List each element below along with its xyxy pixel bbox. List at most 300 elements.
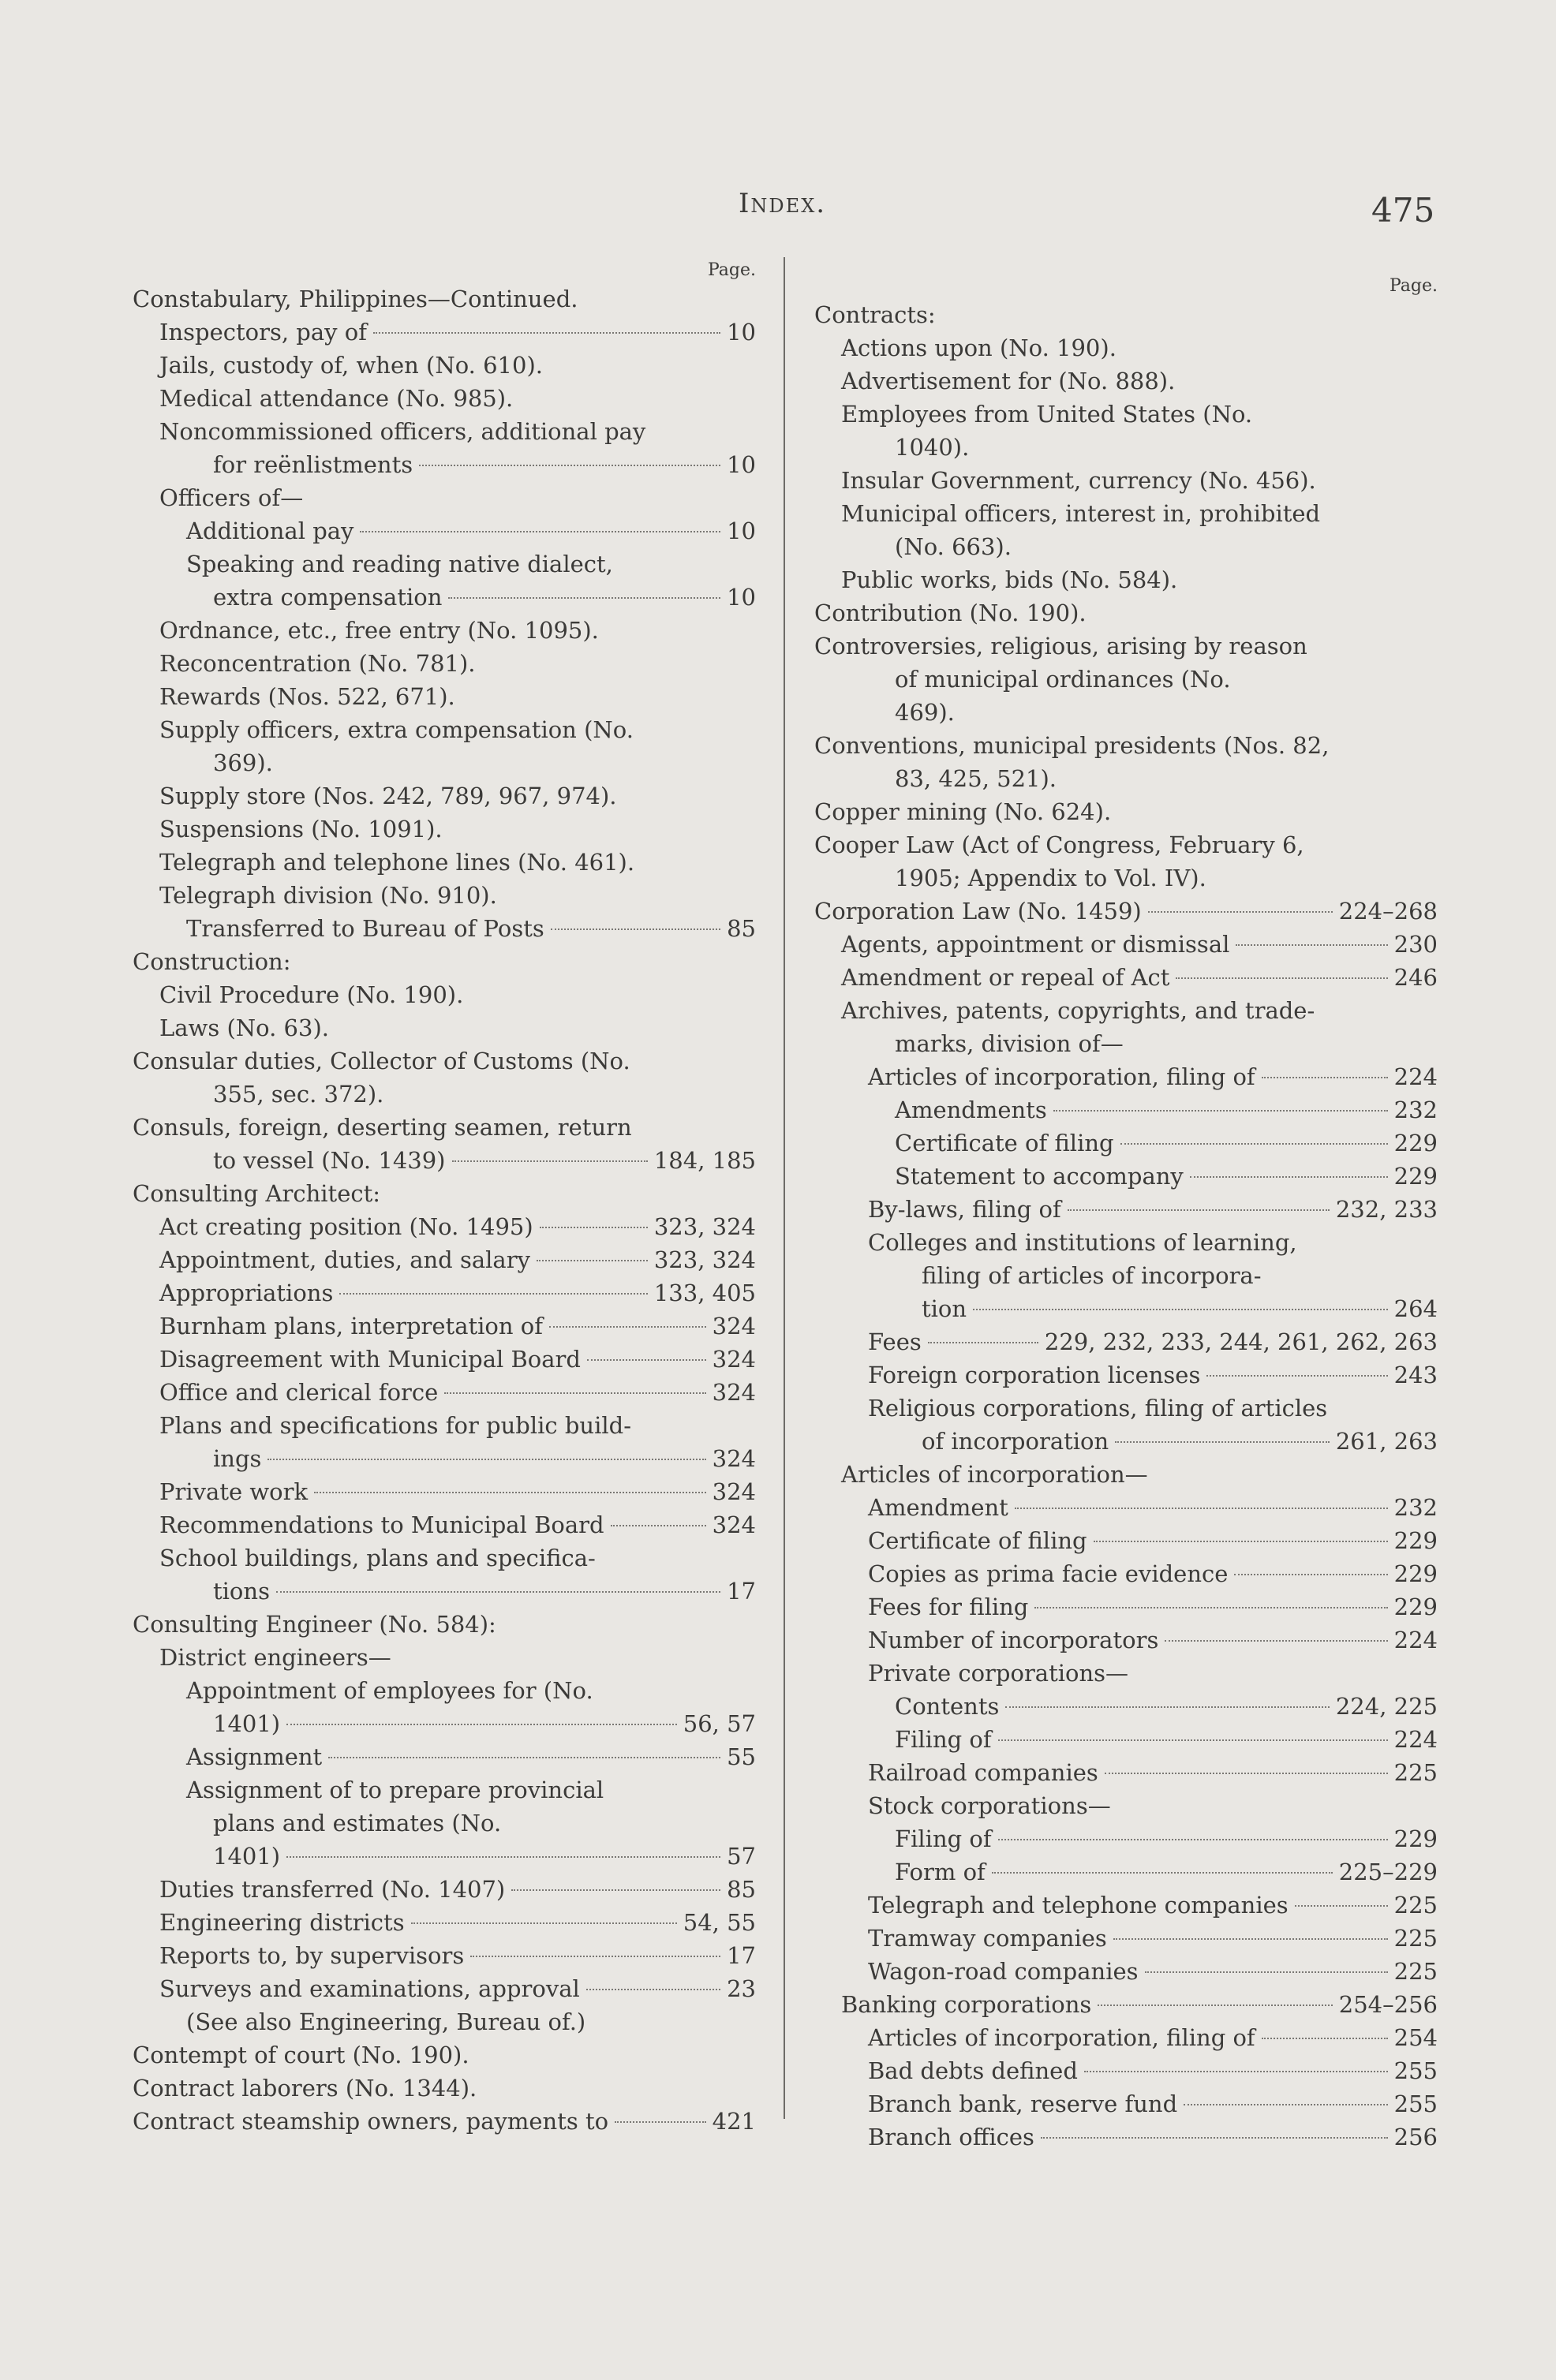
index-entry [814,431,1438,464]
dot-leader [1206,1375,1387,1377]
index-entry [133,1310,756,1343]
entry-text: Religious corporations, filing of articles [868,1395,1328,1422]
dot-leader [286,1856,720,1858]
index-entry [814,563,1438,596]
index-entry [133,614,756,647]
entry-page-ref: 85 [727,915,756,942]
index-entry [814,1557,1438,1590]
entry-text: Consuls, foreign, deserting seamen, return [133,1114,632,1141]
entry-page-ref: 255 [1393,2057,1438,2084]
index-entry [814,1822,1438,1855]
entry-text: Appointment of employees for (No. [186,1677,593,1704]
dot-leader [511,1889,720,1891]
entry-text: 83, 425, 521). [895,765,1057,792]
entry-page-ref: 256 [1393,2124,1438,2150]
index-entry [814,2054,1438,2087]
entry-text: Colleges and institutions of learning, [868,1229,1297,1256]
entry-page-ref: 243 [1393,1362,1438,1388]
index-entry [133,1376,756,1409]
entry-text: Telegraph and telephone companies [868,1892,1289,1919]
dot-leader [1098,2005,1333,2006]
index-entry [814,1358,1438,1392]
entry-text: Assignment of to prepare provincial [186,1777,604,1803]
index-entry [814,298,1438,331]
entry-page-ref: 225 [1393,1759,1438,1786]
entry-text: Ordnance, etc., free entry (No. 1095). [159,617,599,644]
entry-text: 369). [213,749,273,776]
entry-text: Contracts: [814,301,936,328]
dot-leader [1184,2104,1387,2105]
index-entry [133,1475,756,1508]
entry-text: Archives, patents, copyrights, and trade- [841,997,1315,1024]
index-entry [814,1325,1438,1358]
entry-text: District engineers— [159,1644,391,1671]
dot-leader [551,928,720,930]
entry-text: Form of [895,1859,986,1885]
dot-leader [1113,1938,1388,1940]
index-entry [814,895,1438,928]
entry-page-ref: 17 [727,1578,756,1605]
dot-leader [1295,1905,1388,1907]
entry-text: Jails, custody of, when (No. 610). [159,352,543,379]
index-entry [133,1243,756,1276]
dot-leader [1034,1607,1387,1608]
entry-text: Appointment, duties, and salary [159,1246,530,1273]
entry-text: Contents [895,1693,1000,1720]
entry-text: Office and clerical force [159,1379,439,1406]
index-entry [133,1409,756,1442]
index-entry [814,530,1438,563]
dot-leader [537,1260,648,1261]
index-entry [133,1608,756,1641]
entry-text: Insular Government, currency (No. 456). [841,467,1316,494]
entry-page-ref: 324 [712,1511,756,1538]
entry-text: Corporation Law (No. 1459) [814,898,1142,925]
dot-leader [586,1989,720,1990]
entry-text: Constabulary, Philippines—Continued. [133,286,578,312]
entry-text: Conventions, municipal presidents (Nos. 82, [814,732,1330,759]
entry-text: Wagon-road companies [868,1958,1139,1985]
index-entry [814,596,1438,630]
dot-leader [1262,1077,1388,1078]
index-entry [133,1541,756,1575]
index-entry [133,945,756,978]
index-entry [133,1442,756,1475]
index-entry [133,2005,756,2038]
dot-leader [373,332,720,334]
index-entry [814,1657,1438,1690]
index-entry [814,696,1438,729]
dot-leader [540,1227,648,1228]
index-entry [814,630,1438,663]
entry-text: Act creating position (No. 1495) [159,1213,533,1240]
index-entry [133,1343,756,1376]
entry-text: Certificate of filing [868,1527,1087,1554]
entry-page-ref: 10 [727,517,756,544]
entry-text: Supply officers, extra compensation (No. [159,716,634,743]
dot-leader [998,1739,1388,1741]
index-entry [814,1524,1438,1557]
entry-text: 1401) [213,1710,281,1737]
index-entry [814,1889,1438,1922]
entry-page-ref: 133, 405 [653,1280,756,1306]
page-column-label: Page. [707,260,756,280]
dot-leader [419,465,720,466]
entry-text: Articles of incorporation— [841,1461,1148,1488]
dot-leader [1005,1706,1330,1708]
index-entry [814,729,1438,762]
entry-text: 1040). [895,434,970,461]
page-column-label: Page. [1389,276,1438,296]
dot-leader [276,1591,720,1593]
index-entry [133,1840,756,1873]
entry-text: Contract laborers (No. 1344). [133,2075,477,2102]
index-entry [133,1177,756,1210]
entry-text: Tramway companies [868,1925,1107,1952]
index-entry [814,497,1438,530]
index-entry [814,928,1438,961]
entry-text: Foreign corporation licenses [868,1362,1201,1388]
dot-leader [1236,944,1387,946]
dot-leader [615,2121,706,2123]
dot-leader [1120,1143,1388,1145]
entry-text: (No. 663). [895,533,1012,560]
entry-page-ref: 255 [1393,2090,1438,2117]
entry-text: Additional pay [186,517,354,544]
index-entry [133,1210,756,1243]
index-entry [133,282,756,316]
index-entry [133,879,756,912]
dot-leader [1145,1971,1388,1973]
index-entry [133,415,756,448]
index-entry [133,547,756,581]
dot-leader [267,1459,705,1460]
index-entry [133,1906,756,1939]
running-title: Index. [739,188,827,219]
entry-text: of incorporation [922,1428,1109,1455]
index-entry [133,1575,756,1608]
index-entry [814,464,1438,497]
dot-leader [1084,2071,1388,2072]
index-entry [814,1093,1438,1126]
entry-page-ref: 10 [727,451,756,478]
index-entry [814,1425,1438,1458]
index-entry [814,1988,1438,2021]
dot-leader [411,1922,677,1924]
index-entry [133,779,756,813]
index-entry [133,1972,756,2005]
index-entry [133,382,756,415]
entry-text: Medical attendance (No. 985). [159,385,514,412]
dot-leader [973,1309,1388,1310]
entry-page-ref: 23 [727,1975,756,2002]
entry-text: of municipal ordinances (No. [895,666,1231,693]
entry-page-ref: 224–268 [1338,898,1438,925]
dot-leader [587,1359,706,1361]
entry-text: Civil Procedure (No. 190). [159,981,464,1008]
entry-text: Fees [868,1328,922,1355]
entry-text: filing of articles of incorpora- [922,1262,1262,1289]
dot-leader [1015,1508,1388,1509]
entry-text: Telegraph division (No. 910). [159,882,497,909]
entry-page-ref: 421 [712,2108,756,2135]
entry-text: Duties transferred (No. 1407) [159,1876,506,1903]
entry-text: Amendment [868,1494,1008,1521]
entry-page-ref: 229 [1393,1163,1438,1190]
index-entry [814,2021,1438,2054]
dot-leader [286,1724,677,1725]
entry-text: Articles of incorporation, filing of [868,2024,1255,2051]
entry-page-ref: 232 [1393,1097,1438,1123]
entry-text: Contract steamship owners, payments to [133,2108,609,2135]
entry-text: Bad debts defined [868,2057,1078,2084]
index-entry [814,828,1438,861]
entry-text: Laws (No. 63). [159,1014,329,1041]
dot-leader [470,1956,720,1957]
index-entries [814,298,1438,2154]
entry-text: Branch offices [868,2124,1034,2150]
entry-text: Amendment or repeal of Act [841,964,1170,991]
entry-page-ref: 229, 232, 233, 244, 261, 262, 263 [1044,1328,1438,1355]
entry-text: Public works, bids (No. 584). [841,566,1178,593]
entry-page-ref: 224 [1393,1063,1438,1090]
entry-page-ref: 184, 185 [653,1147,756,1174]
entry-text: Burnham plans, interpretation of [159,1313,543,1339]
index-entry [133,1674,756,1707]
entry-page-ref: 224 [1393,1726,1438,1753]
index-entry [814,1756,1438,1789]
index-entry [814,861,1438,895]
entry-text: Supply store (Nos. 242, 789, 967, 974). [159,783,617,809]
index-entry [133,1276,756,1310]
entry-text: By-laws, filing of [868,1196,1061,1223]
dot-leader [1053,1110,1388,1112]
entry-text: Copper mining (No. 624). [814,798,1112,825]
dot-leader [1105,1773,1388,1774]
entry-text: tion [922,1295,967,1322]
index-entry [814,961,1438,994]
entry-text: Transferred to Bureau of Posts [186,915,544,942]
entry-page-ref: 225 [1393,1925,1438,1952]
dot-leader [1068,1209,1330,1211]
index-entry [814,1292,1438,1325]
entry-text: extra compensation [213,584,443,611]
entry-text: Disagreement with Municipal Board [159,1346,581,1373]
dot-leader [339,1293,648,1295]
index-entry [814,1855,1438,1889]
index-entry [814,2087,1438,2120]
index-entry [814,1458,1438,1491]
entry-text: Officers of— [159,484,304,511]
index-entry [133,2038,756,2072]
index-entry [133,1044,756,1078]
entry-page-ref: 229 [1393,1825,1438,1852]
entry-text: Surveys and examinations, approval [159,1975,580,2002]
entry-text: tions [213,1578,270,1605]
right-column [814,276,1438,2154]
entry-text: Employees from United States (No. [841,401,1253,428]
index-entry [133,1707,756,1740]
entry-page-ref: 56, 57 [683,1710,756,1737]
dot-leader [611,1525,706,1526]
entry-text: Engineering districts [159,1909,405,1936]
index-entry [814,994,1438,1027]
dot-leader [1165,1640,1387,1642]
index-entry [814,1226,1438,1259]
entry-text: Reports to, by supervisors [159,1942,465,1969]
index-entry [133,1111,756,1144]
entry-text: to vessel (No. 1439) [213,1147,446,1174]
column-divider [784,257,785,2119]
entry-text: Contribution (No. 190). [814,600,1087,626]
entry-text: School buildings, plans and specifica- [159,1545,596,1571]
entry-text: Rewards (Nos. 522, 671). [159,683,455,710]
entry-text: Amendments [895,1097,1047,1123]
dot-leader [328,1757,720,1758]
index-entries [133,282,756,2138]
index-entry [133,1641,756,1674]
entry-text: Noncommissioned officers, additional pay [159,418,646,445]
index-entry [133,1011,756,1044]
index-entry [133,1773,756,1806]
dot-leader [1190,1176,1388,1178]
entry-page-ref: 232, 233 [1335,1196,1438,1223]
index-entry [814,762,1438,795]
entry-page-ref: 324 [712,1313,756,1339]
dot-leader [360,531,720,532]
entry-text: Consulting Engineer (No. 584): [133,1611,496,1638]
entry-page-ref: 229 [1393,1560,1438,1587]
index-entry [133,1078,756,1111]
entry-text: Suspensions (No. 1091). [159,816,443,843]
index-entry [814,1789,1438,1822]
index-entry [133,316,756,349]
entry-text: 1905; Appendix to Vol. IV). [895,865,1206,891]
index-entry [814,1491,1438,1524]
entry-page-ref: 229 [1393,1527,1438,1554]
entry-page-ref: 324 [712,1379,756,1406]
index-entry [814,1160,1438,1193]
entry-text: 1401) [213,1843,281,1870]
index-entry [133,481,756,514]
entry-page-ref: 224, 225 [1335,1693,1438,1720]
entry-text: Banking corporations [841,1991,1092,2018]
index-entry [133,978,756,1011]
entry-text: Municipal officers, interest in, prohibited [841,500,1321,527]
entry-text: plans and estimates (No. [213,1810,502,1836]
page-number: 475 [1371,191,1435,230]
dot-leader [1148,911,1333,913]
dot-leader [1262,2038,1388,2039]
index-entry [133,1939,756,1972]
index-entry [133,349,756,382]
entry-page-ref: 254–256 [1338,1991,1438,2018]
entry-page-ref: 254 [1393,2024,1438,2051]
entry-page-ref: 225 [1393,1958,1438,1985]
entry-text: Copies as prima facie evidence [868,1560,1229,1587]
dot-leader [444,1392,705,1394]
index-entry [814,1259,1438,1292]
index-entry [133,1144,756,1177]
dot-leader [314,1492,706,1493]
entry-text: Agents, appointment or dismissal [841,931,1230,958]
entry-page-ref: 54, 55 [683,1909,756,1936]
entry-text: Appropriations [159,1280,334,1306]
entry-page-ref: 264 [1393,1295,1438,1322]
index-entry [133,680,756,713]
entry-page-ref: 17 [727,1942,756,1969]
entry-text: Inspectors, pay of [159,319,367,346]
index-entry [814,1922,1438,1955]
index-entry [814,1027,1438,1060]
dot-leader [1115,1441,1330,1443]
entry-text: Reconcentration (No. 781). [159,650,476,677]
index-entry [133,846,756,879]
index-entry [133,581,756,614]
entry-text: Assignment [186,1743,323,1770]
entry-text: Consular duties, Collector of Customs (No. [133,1048,630,1074]
entry-page-ref: 225–229 [1338,1859,1438,1885]
dot-leader [448,597,720,599]
index-entry [133,2105,756,2138]
entry-text: Filing of [895,1726,992,1753]
dot-leader [928,1342,1038,1343]
page-header [0,188,1556,251]
entry-page-ref: 324 [712,1346,756,1373]
entry-page-ref: 261, 263 [1335,1428,1438,1455]
entry-text: Certificate of filing [895,1130,1114,1156]
entry-page-ref: 323, 324 [653,1246,756,1273]
entry-text: Cooper Law (Act of Congress, February 6, [814,831,1304,858]
index-entry [814,1060,1438,1093]
entry-text: Number of incorporators [868,1627,1159,1653]
dot-leader [1234,1574,1387,1575]
index-entry [814,1955,1438,1988]
entry-page-ref: 324 [712,1478,756,1505]
entry-page-ref: 10 [727,584,756,611]
entry-text: Fees for filing [868,1594,1029,1620]
left-column [133,260,756,2138]
dot-leader [452,1160,648,1162]
entry-page-ref: 57 [727,1843,756,1870]
index-entry [133,1806,756,1840]
entry-text: Articles of incorporation, filing of [868,1063,1255,1090]
entry-page-ref: 229 [1393,1130,1438,1156]
index-entry [814,1193,1438,1226]
entry-text: Actions upon (No. 190). [841,334,1117,361]
entry-text: 469). [895,699,955,726]
entry-page-ref: 224 [1393,1627,1438,1653]
entry-page-ref: 246 [1393,964,1438,991]
entry-text: Consulting Architect: [133,1180,381,1207]
index-entry [133,1508,756,1541]
entry-text: Controversies, religious, arising by reason [814,633,1307,659]
entry-text: Plans and specifications for public build- [159,1412,632,1439]
entry-text: (See also Engineering, Bureau of.) [186,2008,586,2035]
dot-leader [992,1872,1333,1874]
index-entry [814,1126,1438,1160]
entry-text: Recommendations to Municipal Board [159,1511,604,1538]
entry-text: 355, sec. 372). [213,1081,384,1108]
entry-text: Railroad companies [868,1759,1098,1786]
entry-page-ref: 55 [727,1743,756,1770]
entry-page-ref: 323, 324 [653,1213,756,1240]
index-entry [814,1590,1438,1623]
dot-leader [1176,977,1387,979]
index-entry [133,912,756,945]
dot-leader [549,1326,706,1328]
index-entry [133,2072,756,2105]
